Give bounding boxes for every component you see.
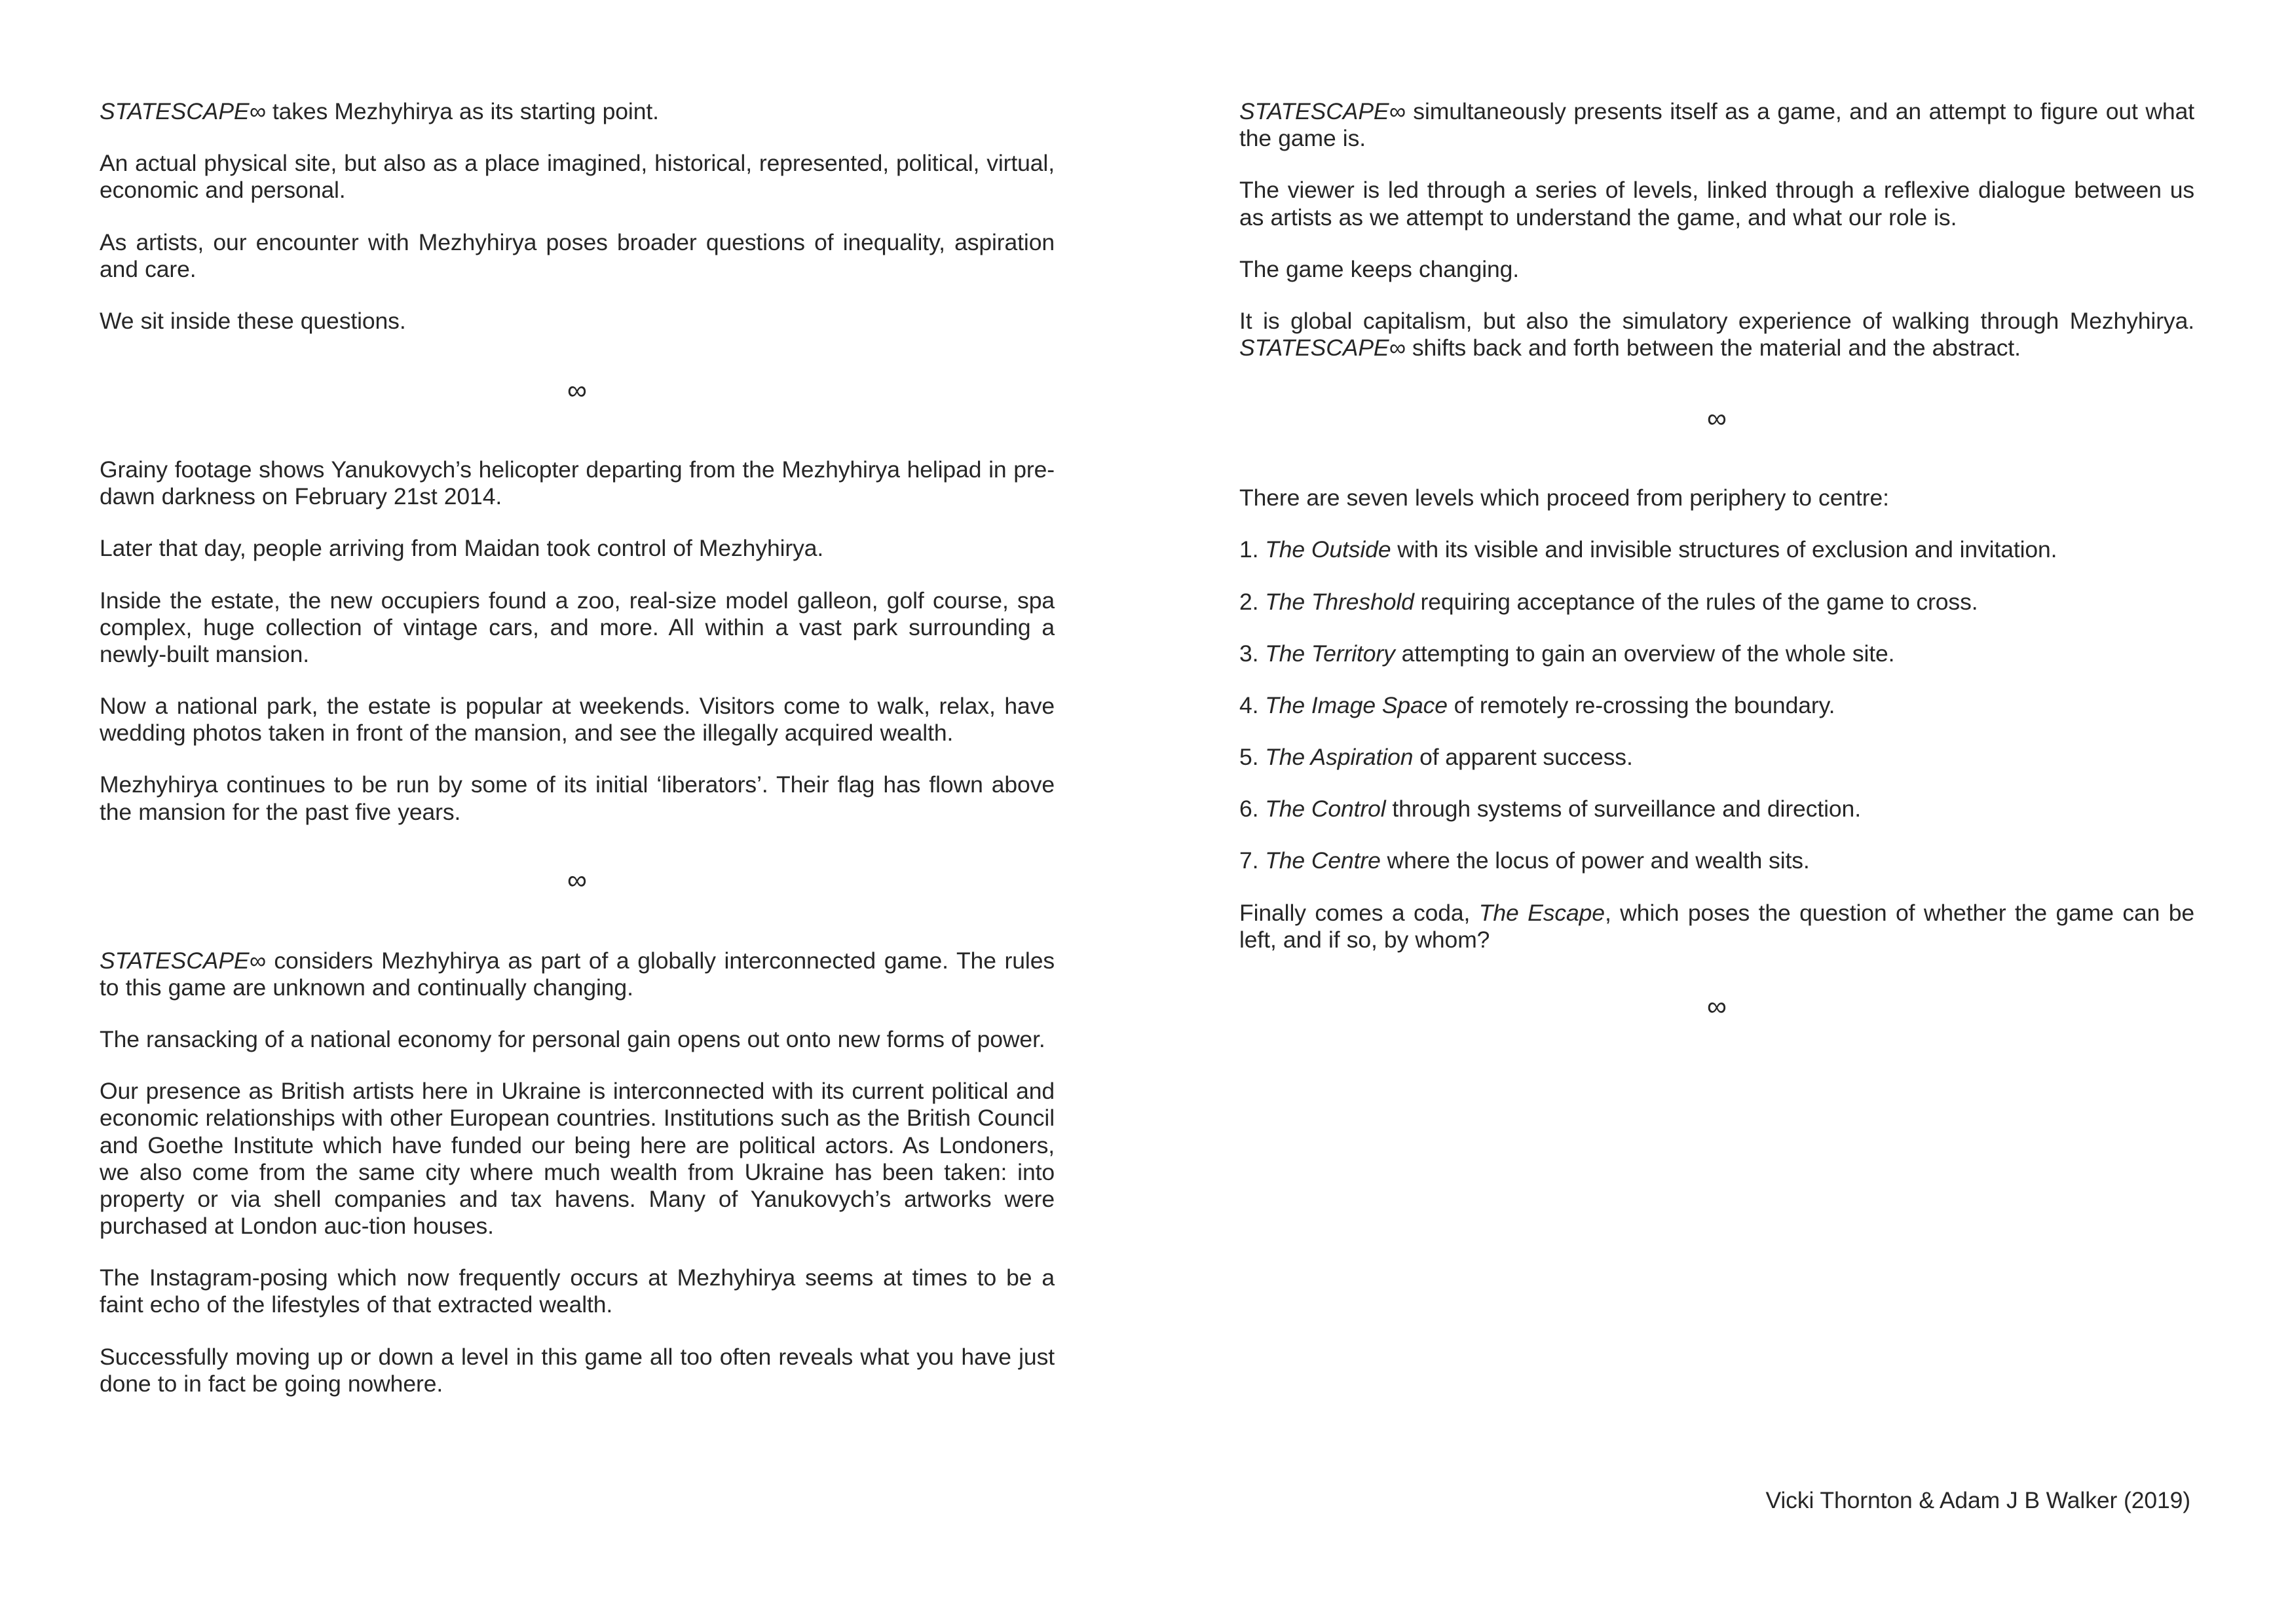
list-item-name: The Threshold: [1265, 588, 1414, 615]
right-block-one: [1239, 98, 2194, 361]
left-block-three: [100, 948, 1055, 1397]
list-item: [1239, 536, 2194, 563]
list-item-number: 6.: [1239, 796, 1259, 822]
credit-line-container: [100, 1484, 2190, 1514]
list-item-number: 5.: [1239, 744, 1259, 771]
credit-line: Vicki Thornton & Adam J B Walker (2019): [1765, 1486, 2190, 1513]
list-item-number: 3.: [1239, 640, 1259, 667]
paragraph: Inside the estate, the new occupiers found a zoo, real-size model galleon, golf course, spa complex, huge collection of vintage cars, and more. All within a vast park surrounding a newly-built mansion.: [100, 587, 1055, 667]
list-item-name: The Territory: [1265, 640, 1395, 667]
paragraph: Now a national park, the estate is popular at weekends. Visitors come to walk, relax, have wedding photos taken in front of the mansion, and see the illegally acquired wealth.: [100, 693, 1055, 747]
coda-text-pre: Finally comes a coda,: [1239, 899, 1479, 926]
list-item-description: attempting to gain an overview of the whole site.: [1395, 640, 1895, 667]
right-block-two: [1239, 485, 2194, 953]
list-item: [1239, 640, 2194, 667]
paragraph: Grainy footage shows Yanukovych’s helicopter departing from the Mezhyhirya helipad in pre-dawn darkness on February 21st 2014.: [100, 456, 1055, 510]
list-item-number: 4.: [1239, 692, 1259, 718]
list-item-name: The Outside: [1265, 536, 1391, 563]
paragraph: We sit inside these questions.: [100, 307, 406, 334]
infinity-separator-icon: ∞: [567, 375, 587, 406]
statescape-mark: STATESCAPE∞: [1239, 335, 1406, 361]
list-item-description: requiring acceptance of the rules of the game to cross.: [1414, 588, 1978, 615]
paragraph-text-post: shifts back and forth between the material and the abstract.: [1405, 335, 2021, 361]
list-item-name: The Aspiration: [1265, 744, 1414, 771]
paragraph-text-pre: It is global capitalism, but also the simulatory experience of walking through Mezhyhirya.: [1239, 307, 2194, 334]
paragraph: The viewer is led through a series of levels, linked through a reflexive dialogue between us as artists as we attempt to understand the game, and what our role is.: [1239, 177, 2194, 231]
list-item-name: The Centre: [1265, 847, 1381, 874]
list-item: [1239, 744, 2194, 771]
paragraph: [100, 98, 1055, 125]
left-block-one: [100, 98, 1055, 335]
list-item-number: 2.: [1239, 588, 1259, 615]
left-text-column: [100, 98, 1055, 1397]
paragraph: Later that day, people arriving from Maidan took control of Mezhyhirya.: [100, 535, 824, 562]
list-item: [1239, 847, 2194, 874]
statescape-mark: STATESCAPE∞: [1239, 98, 1406, 124]
right-text-column: [1239, 98, 2194, 1020]
coda-text-post: , which poses the question of whether the game can be left, and if so, by whom?: [1239, 899, 2195, 953]
paragraph: Successfully moving up or down a level in this game all too often reveals what you have just done to in fact be going nowhere.: [100, 1343, 1055, 1397]
statescape-mark: STATESCAPE∞: [100, 947, 266, 974]
infinity-separator-icon: ∞: [1707, 403, 1727, 434]
paragraph-text: takes Mezhyhirya as its starting point.: [265, 98, 659, 124]
paragraph: The ransacking of a national economy for personal gain opens out onto new forms of power.: [100, 1026, 1045, 1053]
infinity-separator-icon: ∞: [1707, 990, 1727, 1022]
list-item: [1239, 692, 2194, 719]
left-block-two: [100, 456, 1055, 826]
paragraph: Mezhyhirya continues to be run by some of its initial ‘liberators’. Their flag has flown above the mansion for the past five years.: [100, 771, 1055, 825]
levels-intro: There are seven levels which proceed from periphery to centre:: [1239, 485, 1889, 511]
coda-paragraph: [1239, 900, 2194, 953]
list-item-name: The Image Space: [1265, 692, 1448, 718]
list-item-number: 7.: [1239, 847, 1259, 874]
paragraph: An actual physical site, but also as a place imagined, historical, represented, political, virtual, economic and personal.: [100, 150, 1055, 204]
list-item-name: The Control: [1265, 796, 1386, 822]
list-item-description: of apparent success.: [1413, 744, 1633, 771]
coda-title: The Escape: [1478, 899, 1605, 926]
paragraph: [1239, 308, 2194, 361]
paragraph-text: considers Mezhyhirya as part of a globally interconnected game. The rules to this game are unknown and continually changing.: [100, 947, 1055, 1001]
list-item-description: of remotely re-crossing the boundary.: [1447, 692, 1835, 718]
paragraph: Our presence as British artists here in Ukraine is interconnected with its current political and economic relationships with other European countries. Institutions such as the British Council and Goethe Institute which have funded our being here are political actors. As Londoners, we also come from the same city where much wealth from Ukraine has been taken: into property or via shell companies and tax havens. Many of Yanukovych’s artworks were purchased at London auc-tion houses.: [100, 1078, 1055, 1240]
list-item-number: 1.: [1239, 536, 1259, 563]
infinity-separator-icon: ∞: [567, 864, 587, 895]
paragraph: [100, 948, 1055, 1001]
list-item-description: where the locus of power and wealth sits.: [1380, 847, 1810, 874]
paragraph: The Instagram-posing which now frequently occurs at Mezhyhirya seems at times to be a faint echo of the lifestyles of that extracted wealth.: [100, 1264, 1055, 1318]
paragraph: [1239, 98, 2194, 152]
paragraph: As artists, our encounter with Mezhyhirya poses broader questions of inequality, aspiration and care.: [100, 229, 1055, 282]
paragraph: The game keeps changing.: [1239, 255, 1520, 282]
list-item-description: with its visible and invisible structures of exclusion and invitation.: [1391, 536, 2057, 563]
paragraph-text: simultaneously presents itself as a game, and an attempt to figure out what the game is.: [1239, 98, 2194, 152]
list-item-description: through systems of surveillance and direction.: [1385, 796, 1861, 822]
list-item: [1239, 589, 2194, 616]
list-item: [1239, 796, 2194, 822]
statescape-mark: STATESCAPE∞: [100, 98, 266, 124]
